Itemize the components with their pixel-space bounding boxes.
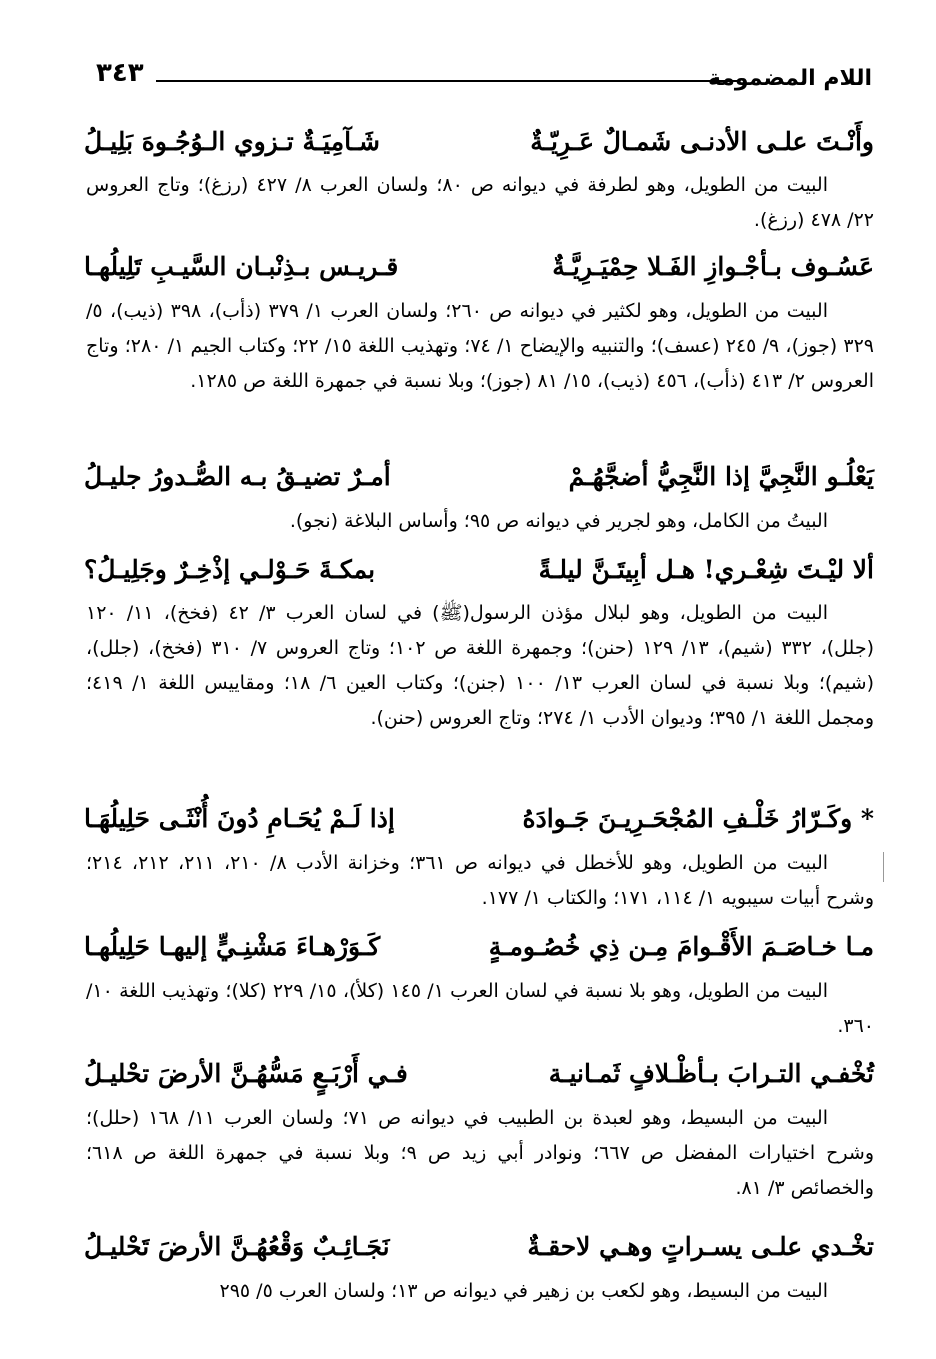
second-hemistich: فـي أَرْبَـعٍ مَسُّهُـنَّ الأرضَ تحْليـلُ xyxy=(84,1059,408,1088)
first-hemistich: ألا ليْـتَ شِعْـري! هـل أبِيتَـنَّ ليلـةً xyxy=(538,555,874,584)
verse-line xyxy=(84,548,874,592)
verse-note: البيت من البسيط، وهو لكعب بن زهير في ديوانه ص ١٣؛ ولسان العرب ٥/ ٢٩٥ xyxy=(219,1280,828,1302)
first-hemistich: تخْـدي علـى يسـراتٍ وهـي لاحقـةٌ xyxy=(527,1232,874,1261)
first-hemistich: يَعْلُـو النَّجِيَّ إذا النَّجِيُّ أضجَّهُـمْ xyxy=(568,462,874,491)
verse-note: البيت من الطويل، وهو لكثير في ديوانه ص ٢٦٠؛ ولسان العرب ١/ ٣٧٩ (ذأب)، ٣٩٨ (ذيب)، ٥/ ٣٢٩ (جوز)، ٩/ ٢٤٥ (عسف)؛ والتنبيه والإيضاح ١/ ٧٤؛ وتهذيب اللغة ١٥/ ٢٢؛ وكتاب الجيم ١/ ٢٨٠؛ وتاج العروس ٢/ ٤١٣ (ذأب)، ٤٥٦ (ذيب)، ١٥/ ٨١ (جوز)؛ وبلا نسبة في جمهرة اللغة ص ١٢٨٥. xyxy=(86,300,874,392)
verse-line xyxy=(84,455,874,499)
verse-line xyxy=(84,797,874,841)
verse-note: البيت من الطويل، وهو لبلال مؤذن الرسول(ﷺ) في لسان العرب ٣/ ٤٢ (فخخ)، ١١/ ١٢٠ (جلل)، ٣٣٢ (شيم)، ١٣/ ١٢٩ (حنن)؛ وجمهرة اللغة ص ١٠٢؛ وتاج العروس ٧/ ٣١٠ (فخخ)، (جلل)، (شيم)؛ وبلا نسبة في لسان العرب ١٣/ ١٠٠ (جنن)؛ وكتاب العين ٦/ ١٨؛ ومقاييس اللغة ١/ ٤١٩؛ ومجمل اللغة ١/ ٣٩٥؛ وديوان الأدب ١/ ٢٧٤؛ وتاج العروس (حنن). xyxy=(86,602,874,729)
second-hemistich: إذا لَـمْ يُحَـامِ دُونَ أُنْثَـى حَلِيلُهَـا xyxy=(84,804,395,833)
verse-line xyxy=(84,245,874,289)
first-hemistich: وأَنْـتَ علـى الأدنـى شَمـالٌ عَـرِيّـةٌ xyxy=(530,127,874,156)
verse-line xyxy=(84,1052,874,1096)
page-number: ٣٤٣ xyxy=(96,58,144,88)
verse-line xyxy=(84,925,874,969)
header-rule xyxy=(156,80,740,82)
verse-note: البيت من الطويل، وهو بلا نسبة في لسان العرب ١/ ١٤٥ (كلأ)، ١٥/ ٢٢٩ (كلا)؛ وتهذيب اللغة ١٠/ ٣٦٠. xyxy=(86,980,874,1037)
verse-line xyxy=(84,120,874,164)
second-hemistich: بمكـةَ حَـوْلـي إذْخِـرٌ وجَلِيـلُ؟ xyxy=(84,555,376,584)
verse-note: البيت من الطويل، وهو للأخطل في ديوانه ص ٣٦١؛ وخزانة الأدب ٨/ ٢١٠، ٢١١، ٢١٢، ٢١٤؛ وشرح أبيات سيبويه ١/ ١١٤، ١٧١؛ والكتاب ١/ ١٧٧. xyxy=(86,852,874,909)
second-hemistich: نَجَـائِـبٌ وَقْعُهُـنَّ الأرضَ تَحْليـلُ xyxy=(84,1232,390,1261)
first-hemistich: * وكَـرّارُ خَلْـفِ المُجْحَـرِيـنَ جَـوادَهُ xyxy=(522,804,874,833)
verse-note: البيت من البسيط، وهو لعبدة بن الطبيب في ديوانه ص ٧١؛ ولسان العرب ١١/ ١٦٨ (حلل)؛ وشرح اختيارات المفضل ص ٦٦٧؛ ونوادر أبي زيد ص ٩؛ وبلا نسبة في جمهرة اللغة ص ٦١٨؛ والخصائص ٣/ ٨١. xyxy=(86,1107,874,1199)
second-hemistich: أمـرٌ تضيـقُ بـه الصُّـدورُ جليـلُ xyxy=(84,462,391,491)
first-hemistich: مـا خـاصَـمَ الأَقْـوامَ مِـن ذِي خُصُـومـةٍ xyxy=(488,932,874,961)
verse-note: البيت من الطويل، وهو لطرفة في ديوانه ص ٨٠؛ ولسان العرب ٨/ ٤٢٧ (رزغ)؛ وتاج العروس ٢٢/ ٤٧٨ (رزغ). xyxy=(86,174,874,231)
margin-mark xyxy=(883,852,884,882)
verse-line xyxy=(84,1225,874,1269)
verse-note: البيتُ من الكامل، وهو لجرير في ديوانه ص ٩٥؛ وأساس البلاغة (نجو). xyxy=(289,510,828,532)
second-hemistich: كَـوَرْهـاءَ مَشْنِـيٍّ إليهـا حَلِيلُهـا xyxy=(84,932,381,961)
first-hemistich: تُخْفـي التـرابَ بـأظْـلافٍ ثَمـانيـة xyxy=(548,1059,874,1088)
first-hemistich: عَسُـوف بـأجْـوازِ الفَـلا حِمْيَـرِيَّـةٌ xyxy=(552,252,874,281)
second-hemistich: قـريـس بـذِنْبـان السَّيـبِ تَلِيلُهـا xyxy=(84,252,399,281)
page-header xyxy=(96,58,872,102)
chapter-title: اللام المضمومة xyxy=(707,66,872,91)
second-hemistich: شَـآمِيَـةٌ تـزوي الـوُجُـوهَ بَلِيـلُ xyxy=(84,127,381,156)
